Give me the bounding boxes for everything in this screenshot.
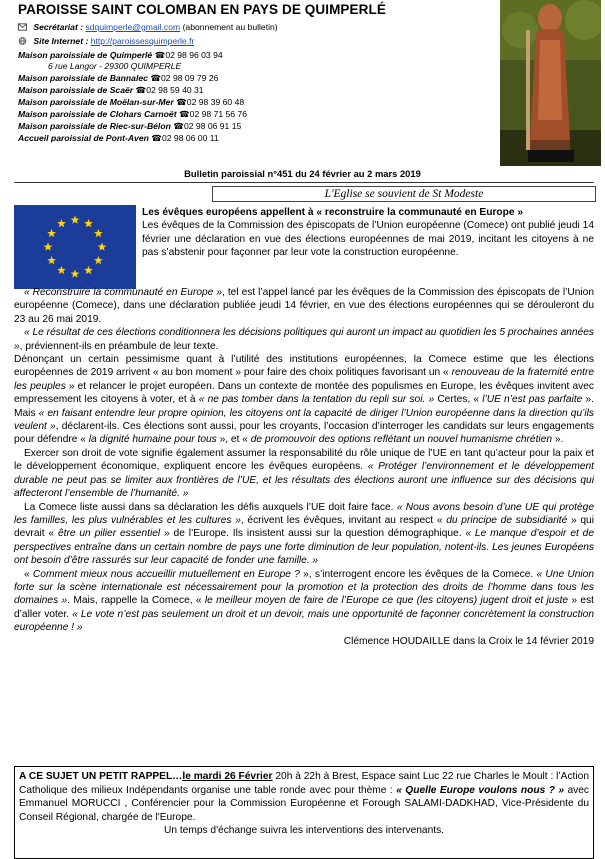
house-name: Maison paroissiale de Bannalec <box>18 73 148 83</box>
phone-icon: ☎ <box>154 50 166 60</box>
phone-icon: ☎ <box>178 109 190 119</box>
house-phone: 02 98 59 40 31 <box>146 85 204 95</box>
website-line <box>18 35 194 47</box>
globe-icon <box>18 37 27 45</box>
phone-icon: ☎ <box>150 73 162 83</box>
bulletin-number: Bulletin paroissial n°451 du 24 février au 2 mars 2019 <box>184 168 421 179</box>
statue-photo <box>500 0 601 166</box>
reminder-lead: A CE SUJET UN PETIT RAPPEL… <box>19 771 183 782</box>
article-paragraph: Exercer son droit de vote signifie également assumer la responsabilité du rôle unique de l’UE en tant qu’acteur pour la paix et le développement économique, expliquent encore les évêques européens. « Protéger l’environnement et le développement durable ne peut pas se limiter aux frontières de l’UE, et les résultats des élections auront une influence sur des décisions qui affecteront l’ensemble de l’humanité. » <box>14 447 594 500</box>
phone-icon: ☎ <box>151 133 162 143</box>
parish-title: PAROISSE SAINT COLOMBAN EN PAYS DE QUIMPERLÉ <box>18 2 386 17</box>
quote: « Le résultat de ces élections conditionnera les décisions politiques qui auront un impact au quotidien les 5 prochaines années » <box>14 327 594 352</box>
article-paragraph <box>14 286 594 326</box>
house-moelan <box>18 96 244 108</box>
text: , préviennent-ils en préambule de leur texte. <box>19 340 219 352</box>
event-theme: « Quelle Europe voulons nous ? » <box>396 784 565 796</box>
article-paragraph: La Comece liste aussi dans sa déclaration les défis auxquels l’UE doit faire face. « Nous avons besoin d’une UE qui protège les familles, les plus vulnérables et les cultures », écrivent les évêques, invitant au respect « du principe de subsidiarité » qui devrait « être un pilier essentiel » de l’Europe. Ils insistent aussi sur la question démographique. « Le manque d’espoir et de perspectives entraîne dans un certain nombre de pays une forte diminution de leur population, notent-ils. Les jeunes Européens ont besoin d’être rassurés sur leur capacité de fonder une famille. » <box>14 501 595 567</box>
house-name: Maison paroissiale de Clohars Carnoët <box>18 109 177 119</box>
event-speakers: avec Emmanuel MORUCCI , Conférencier pour la Commission Européenne et Forough SALAMI-DADKHAD, Vice-Présidente du Conseil Régional, chargée de l'Europe. <box>19 784 589 823</box>
secretariat-label: Secrétariat : <box>33 22 84 32</box>
phone-icon: ☎ <box>173 121 184 131</box>
text: , tel est l’appel lancé par les évêques de la Commission des épiscopats de l’Union européenne (Comece), dans une déclaration publiée jeudi 14 février, en vue des élections européennes qui se dérouleront du 23 au 26 mai 2019. <box>14 287 594 325</box>
article-body <box>14 286 594 648</box>
house-bannalec <box>18 72 218 84</box>
house-phone: 02 98 06 00 11 <box>161 133 219 143</box>
phone-icon: ☎ <box>135 85 147 95</box>
secretariat-line <box>18 21 278 33</box>
house-name: Maison paroissiale de Quimperlé <box>18 50 153 60</box>
article-intro-text: Les évêques de la Commission des épiscopats de l’Union européenne (Comece) ont publié jeudi 14 février une déclaration en vue des élections européennes de mai 2019, incitant les citoyens à ne pas s’abstenir pour façonner par leur vote la construction européenne. <box>142 220 594 259</box>
house-name: Maison paroissiale de Riec-sur-Bélon <box>18 121 171 131</box>
website-link[interactable]: http://paroissesquimperle.fr <box>90 36 195 46</box>
event-date: le mardi 26 Février <box>182 771 273 782</box>
house-clohars <box>18 108 247 120</box>
event-text: 20h à 22h à Brest, Espace saint Luc 22 rue Charles le Moult : l’Action Catholique des milieux Indépendants organise une table ronde avec pour thème : <box>19 771 589 796</box>
event-closing: Un temps d'échange suivra les interventions des intervenants. <box>164 825 444 837</box>
house-phone: 02 98 71 56 76 <box>189 109 248 119</box>
house-pont-aven <box>18 132 219 144</box>
section-title: L'Eglise se souvient de St Modeste <box>212 186 596 202</box>
house-phone: 02 98 09 79 26 <box>161 73 219 83</box>
house-name: Maison paroissiale de Moëlan-sur-Mer <box>18 97 174 107</box>
house-name: Maison paroissiale de Scaër <box>18 85 134 95</box>
article-paragraph: Dénonçant un certain pessimisme quant à l’utilité des institutions européennes, la Comece estime que les élections européennes de 2019 arrivent « au bon moment » pour faire des choix politiques favorisant un « renouveau de la fraternité entre les peuples » et relancer le projet européen. Dans un contexte de montée des populismes en Europe, les évêques invitent avec empressement les citoyens à voter, et à « ne pas tomber dans la tentation du repli sur soi. » Certes, « l’UE n’est pas parfaite ». Mais « en faisant entendre leur propre opinion, les citoyens ont la capacité de diriger l’Union européenne dans la direction qu’ils veulent », déclarent-ils. Ces élections sont aussi, pour les croyants, l’occasion d’interroger les candidats sur leurs engagements pour défendre « la dignité humaine pour tous », et « de promouvoir des options reflétant un nouvel humanisme chrétien ». <box>14 354 595 446</box>
secretariat-note: (abonnement au bulletin) <box>182 22 278 32</box>
house-phone: 02 98 39 60 48 <box>186 97 245 107</box>
phone-icon: ☎ <box>176 97 187 107</box>
website-label: Site Internet : <box>33 36 89 46</box>
house-scaer <box>18 84 204 96</box>
house-riec <box>18 120 241 132</box>
secretariat-email[interactable]: sdquimperle@gmail.com <box>85 22 181 32</box>
mail-icon <box>18 23 27 31</box>
article-intro <box>142 206 594 260</box>
house-address: 6 rue Langor - 29300 QUIMPERLE <box>48 61 182 71</box>
eu-flag <box>14 205 136 289</box>
house-phone: 02 98 96 03 94 <box>165 50 223 60</box>
event-reminder-box <box>14 766 594 859</box>
divider <box>14 182 594 183</box>
article-headline: Les évêques européens appellent à « reconstruire la communauté en Europe » <box>142 207 524 218</box>
quote: « Reconstruire la communauté en Europe » <box>24 287 223 298</box>
house-phone: 02 98 06 91 15 <box>183 121 242 131</box>
article-signature: Clémence HOUDAILLE dans la Croix le 14 février 2019 <box>343 635 594 647</box>
article-paragraph: « Comment mieux nous accueillir mutuellement en Europe ? », s’interrogent encore les évêques de la Comece. « Une Union forte sur la scène internationale est nécessairement pour la promotion et la protection des droits de l’homme dans tous les domaines ». Mais, rappelle la Comece, « le meilleur moyen de faire de l’Europe ce que (les citoyens) jugent droit et juste » est d’aller voter. « Le vote n’est pas seulement un droit et un devoir, mais une opportunité de façonner concrètement la construction européenne ! » <box>14 568 594 634</box>
house-name: Accueil paroissial de Pont-Aven <box>18 133 149 143</box>
article-paragraph <box>14 326 594 353</box>
